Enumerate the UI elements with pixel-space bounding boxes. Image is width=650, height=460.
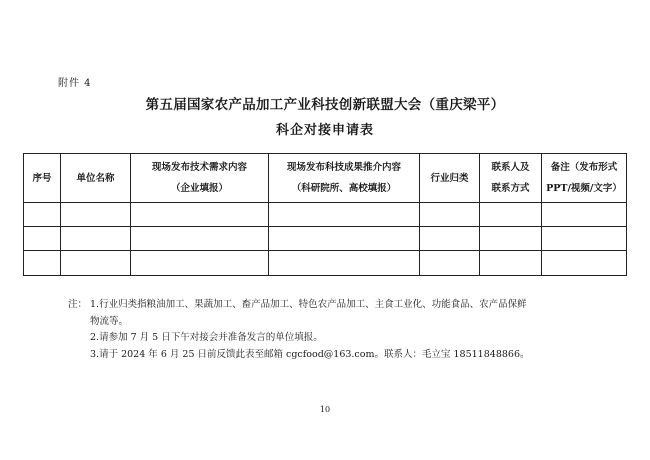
table-cell[interactable] xyxy=(420,203,480,227)
header-contact xyxy=(480,154,542,203)
table-cell[interactable] xyxy=(24,203,61,227)
header-line2: （企业填报） xyxy=(170,183,228,194)
header-line1: 备注（发布形式 xyxy=(550,162,618,173)
table-cell[interactable] xyxy=(269,251,420,276)
header-unit-name xyxy=(61,154,131,203)
notes-prefix: 注： xyxy=(68,299,88,310)
table-cell[interactable] xyxy=(61,251,131,276)
note-text: 行业归类指粮油加工、果蔬加工、畜产品加工、特色农产品加工、主食工业化、功能食品、农产品保鲜 xyxy=(99,299,527,310)
table-row xyxy=(24,227,627,251)
note-number: 2. xyxy=(90,332,100,343)
note-number: 1. xyxy=(90,299,100,310)
notes-section xyxy=(68,297,568,363)
header-tech-demand xyxy=(131,154,269,203)
header-line1: 现场发布科技成果推介内容 xyxy=(286,162,401,173)
header-line1: 联系人及 xyxy=(491,162,530,173)
table-cell[interactable] xyxy=(61,227,131,251)
application-table xyxy=(23,153,627,276)
header-line2: PPT/视频/文字） xyxy=(546,183,622,194)
table-cell[interactable] xyxy=(269,227,420,251)
table-cell[interactable] xyxy=(420,251,480,276)
table-cell[interactable] xyxy=(420,227,480,251)
header-row xyxy=(24,154,627,203)
note-continuation: 物流等。 xyxy=(90,315,129,327)
note-item-2 xyxy=(68,330,568,347)
table-cell[interactable] xyxy=(269,203,420,227)
table-cell[interactable] xyxy=(61,203,131,227)
table-cell[interactable] xyxy=(542,251,627,276)
header-serial-number xyxy=(24,154,61,203)
table-row xyxy=(24,251,627,276)
note-number: 3. xyxy=(90,348,100,360)
header-line1: 现场发布技术需求内容 xyxy=(151,162,247,173)
form-title: 科企对接申请表 xyxy=(275,123,374,138)
table-cell[interactable] xyxy=(480,251,542,276)
table-cell[interactable] xyxy=(131,203,269,227)
header-tech-achievement xyxy=(269,154,420,203)
header-line1: 行业归类 xyxy=(430,172,469,184)
table-cell[interactable] xyxy=(24,251,61,276)
header-industry-category xyxy=(420,154,480,203)
note-item-1 xyxy=(68,297,568,314)
table-cell[interactable] xyxy=(480,227,542,251)
table-cell[interactable] xyxy=(24,227,61,251)
table-cell[interactable] xyxy=(131,227,269,251)
page-number: 10 xyxy=(319,405,331,414)
attachment-label: 附件 4 xyxy=(58,78,92,89)
table-cell[interactable] xyxy=(131,251,269,276)
note-text: 请于 2024 年 6 月 25 日前反馈此表至邮箱 cgcfood@163.com。联系人：毛立宝 18511848866。 xyxy=(99,348,530,360)
header-line1: 序号 xyxy=(32,172,52,184)
table-cell[interactable] xyxy=(542,227,627,251)
header-remarks xyxy=(542,154,627,203)
note-text: 请参加 7 月 5 日下午对接会并准备发言的单位填报。 xyxy=(99,332,323,343)
header-line2: （科研院所、高校填报） xyxy=(291,183,397,194)
table-row xyxy=(24,203,627,227)
table-cell[interactable] xyxy=(480,203,542,227)
header-line1: 单位名称 xyxy=(76,172,115,184)
document-title: 第五届国家农产品加工产业科技创新联盟大会（重庆梁平） xyxy=(145,97,505,113)
table-cell[interactable] xyxy=(542,203,627,227)
header-line2: 联系方式 xyxy=(491,183,530,194)
note-item-3 xyxy=(68,347,568,364)
